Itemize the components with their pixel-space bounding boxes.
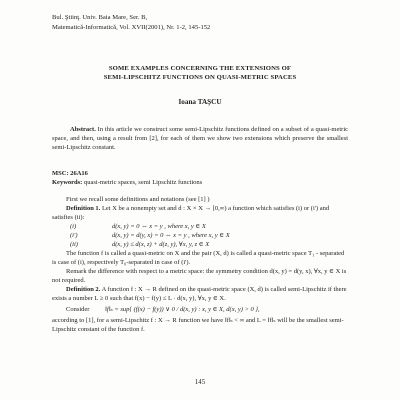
keywords-label: Keywords: <box>52 178 83 186</box>
abstract-label: Abstract. <box>70 126 96 133</box>
journal-header <box>52 13 210 32</box>
keywords-text: quasi-metric spaces, semi Lipschitz functions <box>83 178 203 186</box>
definition-1 <box>52 204 348 222</box>
definition-2-label: Definition 2. <box>66 286 101 293</box>
author-name: Ioana TAŞCU <box>178 98 222 106</box>
abstract <box>52 125 348 152</box>
remark-paragraph: Remark the difference with respect to a metric space: the symmetry condition d(x, y) = d(y, x), ∀x, y ∈ X is not required. <box>52 268 347 284</box>
body-text <box>52 195 348 334</box>
journal-line-2: Matematică-Informatică, Vol. XVII(2001), Nr. 1-2, 145-152 <box>52 23 211 31</box>
condition-ii-label: (ii) <box>70 241 78 248</box>
abstract-text: In this article we construct some semi-Lipschitz functions defined on a subset of a quasi-metric space, and then, using a result from [2], for each of them we show two extensions which preserve the smallest semi-Lipschitz constant. <box>52 126 349 152</box>
norm-formula: ‖f‖ₛ = sup{ (f(x) − f(y)) ∨ 0 / d(x, y) : x, y ∈ X, d(x, y) > 0 }, <box>105 306 260 313</box>
formula-line <box>52 305 348 314</box>
page-number: 145 <box>194 379 206 386</box>
definition-2 <box>52 285 348 303</box>
paper-title <box>40 64 360 83</box>
definition-1-label: Definition 1. <box>66 205 101 212</box>
quasi-metric-paragraph: The function f is called a quasi-metric on X and the pair (X, d) is called a quasi-metric space T₁ - separated is case of (i), respectively T₀-separated in case of (i'). <box>52 250 345 266</box>
definition-2-text: A function f : X → R defined on the quasi-metric space (X, d) is called semi-Lipschitz if there exists a number L ≥ 0 such that f(x) − f(y) ≤ L · d(x, y), ∀x, y ∈ X. <box>52 286 347 302</box>
condition-ii <box>52 240 348 249</box>
after-formula-paragraph: according to [1], for a semi-Lipschitz f : X → R function we have ‖f‖ₛ < ∞ and L = ‖f‖ₛ will be the smallest semi-Lipschitz constant of the function f. <box>52 317 344 333</box>
condition-i-label: (i) <box>70 223 77 230</box>
msc-code: MSC: 26A16 <box>52 170 88 177</box>
msc-block <box>52 170 202 187</box>
condition-i-prime-label: (i') <box>70 232 78 239</box>
condition-ii-text: d(x, y) ≤ d(x, z) + d(z, y), ∀x, y, z ∈ X <box>112 241 210 248</box>
intro-paragraph: First we recall some definitions and notations (see [1] ) <box>66 196 210 203</box>
condition-i-text: d(x, y) = 0 ⇔ x = y , where x, y ∈ X <box>112 223 206 230</box>
condition-i <box>52 222 348 231</box>
journal-line-1: Bul. Ştiinţ. Univ. Baia Mare, Ser. B, <box>52 14 148 21</box>
title-line-2: SEMI-LIPSCHITZ FUNCTIONS ON QUASI-METRIC SPACES <box>103 74 297 82</box>
condition-i-prime <box>52 231 348 240</box>
definition-1-text: Let X be a nonempty set and d : X × X → [0,∞) a function which satisfies (i) or (i') and satisfies (ii): <box>52 205 330 221</box>
title-line-1: SOME EXAMPLES CONCERNING THE EXTENSIONS OF <box>108 65 292 72</box>
condition-i-prime-text: d(x, y) = d(y, x) = 0 ⇔ x = y , where x, y ∈ X <box>112 232 230 239</box>
consider-text: Consider <box>66 306 90 313</box>
